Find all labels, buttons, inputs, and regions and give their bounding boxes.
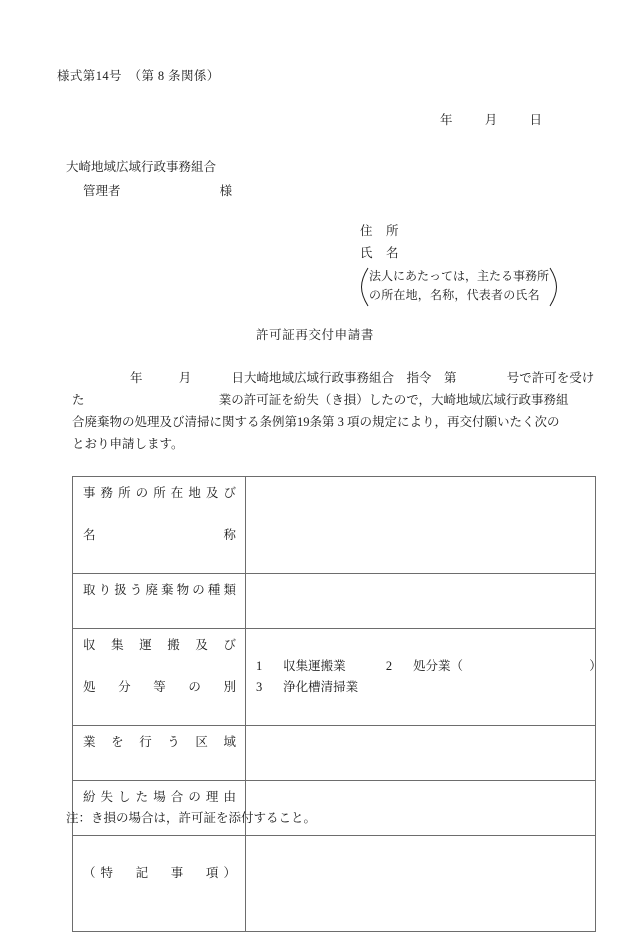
body-line1-end: 号で許可を受け — [506, 371, 595, 385]
table-row — [73, 726, 596, 781]
row-label-text — [83, 483, 236, 567]
applicant-address-label: 住 所 — [360, 224, 400, 238]
left-paren-icon — [360, 267, 369, 307]
document-title: 許可証再交付申請書 — [256, 328, 374, 342]
row-label-office-location — [73, 477, 246, 574]
addressee-organization: 大崎地域広域行政事務組合 — [66, 160, 217, 174]
row-label-text: 取り扱う廃棄物の種類 — [83, 583, 236, 597]
right-paren-icon — [549, 267, 558, 307]
table-row — [73, 477, 596, 574]
row-label-line-1: 事務所の所在地及び — [83, 486, 236, 500]
applicant-note-line-1: 法人にあたっては，主たる事務所 — [369, 269, 550, 283]
option-2-number: 2 — [385, 659, 393, 673]
option-3-label[interactable]: 浄化槽清掃業 — [283, 680, 359, 694]
row-label-text — [83, 635, 236, 719]
body-line1-mid: 日大崎地域広域行政事務組合 指令 第 — [231, 371, 457, 385]
addressee-block — [66, 155, 232, 203]
row-value-special-notes[interactable] — [246, 836, 596, 932]
form-number-label: 様式第14号 （第 8 条関係） — [57, 69, 220, 83]
row-label-business-category — [73, 629, 246, 726]
date-day-label: 日 — [529, 113, 543, 127]
row-label-special-notes — [73, 836, 246, 932]
applicant-note — [360, 267, 558, 307]
body-year-label: 年 — [130, 371, 143, 385]
date-line — [440, 110, 542, 128]
option-1-number: 1 — [256, 659, 263, 673]
body-line2-start: た — [72, 393, 85, 407]
row-value-business-category[interactable] — [246, 629, 602, 726]
option-2-label[interactable]: 処分業（ — [413, 659, 464, 673]
business-category-options — [256, 656, 602, 698]
applicant-note-lines — [369, 267, 549, 307]
option-line-2 — [256, 677, 585, 698]
row-label-line-2: 処分等の別 — [83, 680, 236, 694]
row-label-text: （特 記 事 項） — [83, 865, 236, 880]
applicant-name-label: 氏 名 — [360, 246, 400, 260]
body-line2-end: 業の許可証を紛失（き損）したので，大崎地域広域行政事務組 — [218, 393, 569, 407]
table-row — [73, 574, 596, 629]
date-year-label: 年 — [440, 113, 453, 127]
addressee-honorific: 様 — [219, 184, 233, 198]
date-month-label: 月 — [484, 113, 498, 127]
table-row — [73, 836, 596, 932]
body-month-label: 月 — [178, 371, 192, 385]
row-label-line-1: 収集運搬及び — [83, 638, 236, 652]
option-3-number: 3 — [256, 680, 263, 694]
body-paragraph — [72, 367, 595, 455]
row-label-waste-types — [73, 574, 246, 629]
body-line-1 — [72, 367, 595, 389]
row-value-business-area[interactable] — [246, 726, 596, 781]
row-label-business-area — [73, 726, 246, 781]
option-1-label[interactable]: 収集運搬業 — [283, 659, 346, 673]
row-label-text: 業を行う区域 — [83, 735, 236, 749]
option-line-1 — [256, 656, 602, 677]
addressee-role-row — [66, 179, 232, 203]
row-value-office-location[interactable] — [246, 477, 596, 574]
row-value-waste-types[interactable] — [246, 574, 596, 629]
row-label-line-2: 名 称 — [83, 528, 236, 542]
body-line-2 — [72, 389, 569, 411]
row-label-text: 紛失した場合の理由 — [83, 790, 236, 804]
footnote: 注：き損の場合は，許可証を添付すること。 — [66, 811, 317, 825]
application-table — [72, 476, 602, 932]
body-line-4: とおり申請します。 — [72, 437, 184, 451]
addressee-role: 管理者 — [83, 184, 121, 198]
option-2-close: ） — [589, 659, 602, 673]
body-line-3: 合廃棄物の処理及び清掃に関する条例第19条第 3 項の規定により，再交付願いたく次の — [72, 415, 560, 429]
applicant-block — [360, 220, 558, 307]
table-row — [73, 629, 596, 726]
applicant-note-line-2: の所在地，名称，代表者の氏名 — [369, 288, 540, 302]
